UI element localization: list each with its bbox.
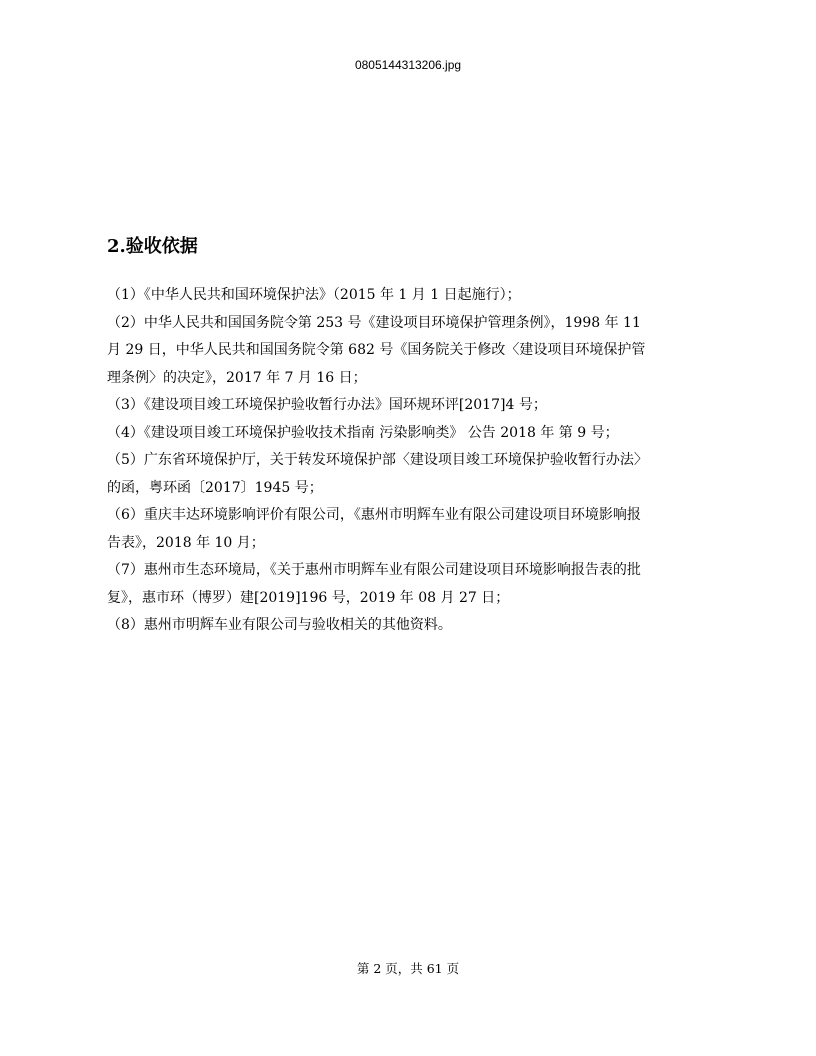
reference-item-2: （2）中华人民共和国国务院令第 253 号《建设项目环境保护管理条例》，1998 年 11 月 29 日，中华人民共和国国务院令第 682 号《国务院关于修改〈建设项目环境保护管 理条例〉的决定》，2017 年 7 月 16 日； xyxy=(107,314,646,386)
reference-item-5: （5）广东省环境保护厅，关于转发环境保护部〈建设项目竣工环境保护验收暂行办法〉 的函，粤环函〔2017〕1945 号； xyxy=(107,452,648,496)
page-header-filename: 0805144313206.jpg xyxy=(354,58,462,72)
reference-item-4: （4）《建设项目竣工环境保护验收技术指南 污染影响类》 公告 2018 年 第 9 号； xyxy=(107,424,619,441)
reference-item-8: （8）惠州市明辉车业有限公司与验收相关的其他资料。 xyxy=(107,617,452,633)
reference-list xyxy=(107,282,722,640)
reference-item-1: （1）《中华人民共和国环境保护法》（2015 年 1 月 1 日起施行）； xyxy=(107,287,521,303)
page-footer-number: 第 2 页，共 61 页 xyxy=(356,961,460,976)
reference-item-7: （7）惠州市生态环境局，《关于惠州市明辉车业有限公司建设项目环境影响报告表的批 复》，惠市环（博罗）建[2019]196 号，2019 年 08 月 27 日； xyxy=(107,562,641,606)
reference-item-6: （6）重庆丰达环境影响评价有限公司，《惠州市明辉车业有限公司建设项目环境影响报 告表》，2018 年 10 月； xyxy=(107,507,641,551)
section-title: 2.验收依据 xyxy=(107,236,198,257)
reference-item-3: （3）《建设项目竣工环境保护验收暂行办法》国环规环评[2017]4 号； xyxy=(107,397,547,413)
